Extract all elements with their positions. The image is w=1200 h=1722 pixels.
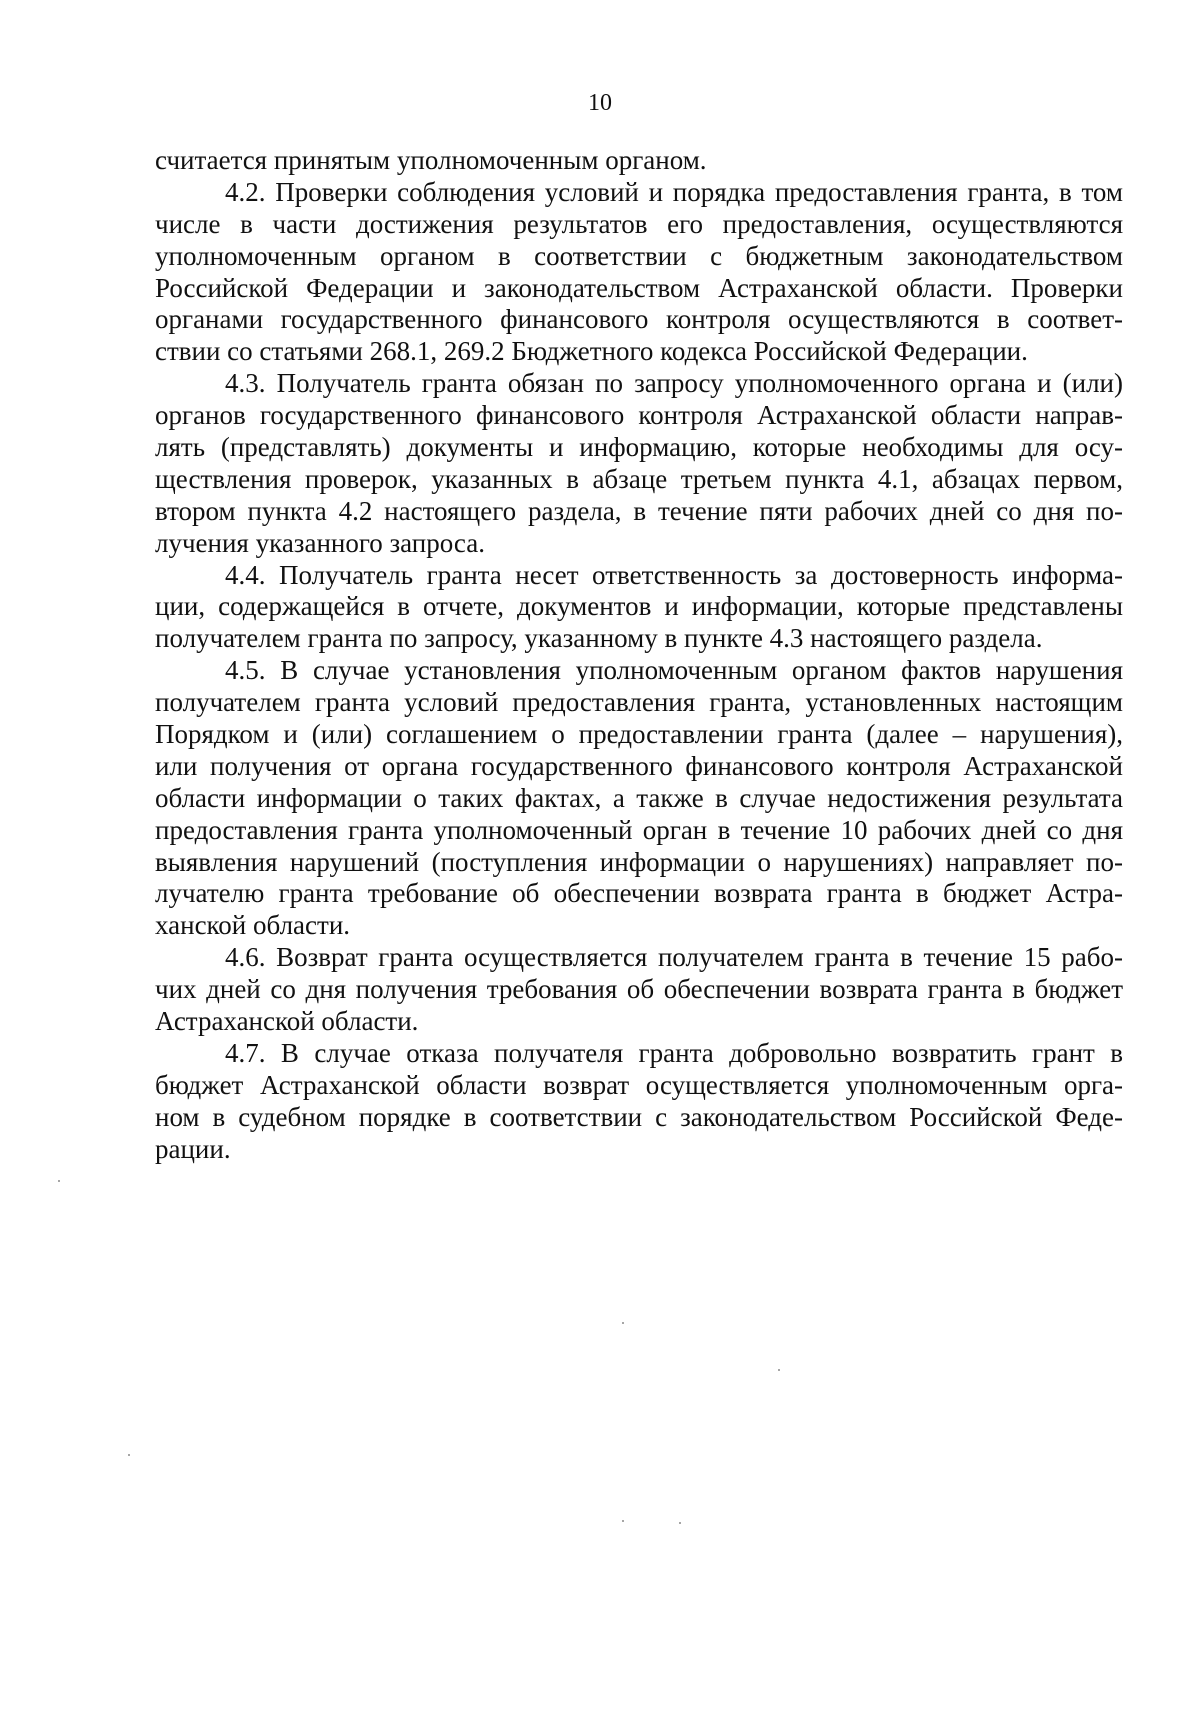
paragraph-line: 4.5. В случае установления уполномоченным органом фактов нарушения — [225, 655, 1123, 686]
paragraph-line: 4.4. Получатель гранта несет ответственность за достоверность информа- — [225, 559, 1123, 590]
paragraph-line: лучателю гранта требование об обеспечении возврата гранта в бюджет Астра- — [155, 878, 1123, 909]
paragraph — [155, 177, 1123, 368]
paragraph-line: 4.2. Проверки соблюдения условий и порядка предоставления гранта, в том — [225, 176, 1123, 207]
paragraph — [155, 655, 1123, 942]
paragraph-line: чих дней со дня получения требования об обеспечении возврата гранта в бюджет — [155, 974, 1123, 1005]
paragraph-line: 4.6. Возврат гранта осуществляется получателем гранта в течение 15 рабо- — [225, 942, 1123, 973]
paragraph-line: ции, содержащейся в отчете, документов и информации, которые представлены — [155, 591, 1123, 622]
paragraph — [155, 145, 1123, 177]
paragraph — [155, 942, 1123, 1038]
paragraph-line: Российской Федерации и законодательством Астраханской области. Проверки — [155, 272, 1123, 303]
paragraph-line: получателем гранта по запросу, указанному в пункте 4.3 настоящего раздела. — [155, 623, 1043, 654]
scan-speck — [778, 1369, 780, 1371]
paragraph-line: выявления нарушений (поступления информации о нарушениях) направляет по- — [155, 846, 1123, 877]
paragraph — [155, 368, 1123, 559]
paragraph-line: органами государственного финансового контроля осуществляются в соответ- — [155, 304, 1123, 335]
paragraph-line: бюджет Астраханской области возврат осуществляется уполномоченным орга- — [155, 1069, 1123, 1100]
paragraph-line: 4.7. В случае отказа получателя гранта добровольно возвратить грант в — [225, 1037, 1123, 1068]
paragraph-line: 4.3. Получатель гранта обязан по запросу уполномоченного органа и (или) — [225, 368, 1123, 399]
paragraph-line: лучения указанного запроса. — [155, 527, 485, 558]
paragraph-line: ханской области. — [155, 910, 351, 941]
paragraph-line: Астраханской области. — [155, 1006, 419, 1037]
paragraph-line: получателем гранта условий предоставления гранта, установленных настоящим — [155, 687, 1123, 718]
scan-speck — [622, 1520, 624, 1522]
scan-speck — [622, 1322, 624, 1324]
scan-speck — [679, 1522, 681, 1524]
scan-speck — [128, 1454, 130, 1456]
paragraph-line: ствии со статьями 268.1, 269.2 Бюджетного кодекса Российской Федерации. — [155, 336, 1028, 367]
paragraph-line: Порядком и (или) соглашением о предоставлении гранта (далее – нарушения), — [155, 719, 1123, 750]
paragraph-line: считается принятым уполномоченным органом. — [155, 145, 707, 175]
paragraph-line: рации. — [155, 1133, 231, 1164]
paragraph-line: органов государственного финансового контроля Астраханской области направ- — [155, 400, 1123, 431]
paragraph — [155, 560, 1123, 656]
paragraph-line: области информации о таких фактах, а также в случае недостижения результата — [155, 782, 1123, 813]
paragraph-line: ществления проверок, указанных в абзаце третьем пункта 4.1, абзацах первом, — [155, 463, 1123, 494]
paragraph-line: числе в части достижения результатов его предоставления, осуществляются — [155, 208, 1123, 239]
paragraph-line: втором пункта 4.2 настоящего раздела, в течение пяти рабочих дней со дня по- — [155, 495, 1123, 526]
paragraph-line: уполномоченным органом в соответствии с бюджетным законодательством — [155, 240, 1123, 271]
paragraph-line: предоставления гранта уполномоченный орган в течение 10 рабочих дней со дня — [155, 814, 1123, 845]
paragraph-line: лять (представлять) документы и информацию, которые необходимы для осу- — [155, 432, 1123, 463]
paragraph-line: или получения от органа государственного финансового контроля Астраханской — [155, 750, 1123, 781]
scan-speck — [58, 1180, 60, 1182]
document-body — [155, 145, 1123, 1166]
page-number: 10 — [588, 90, 612, 116]
paragraph — [155, 1038, 1123, 1166]
paragraph-line: ном в судебном порядке в соответствии с законодательством Российской Феде- — [155, 1101, 1123, 1132]
